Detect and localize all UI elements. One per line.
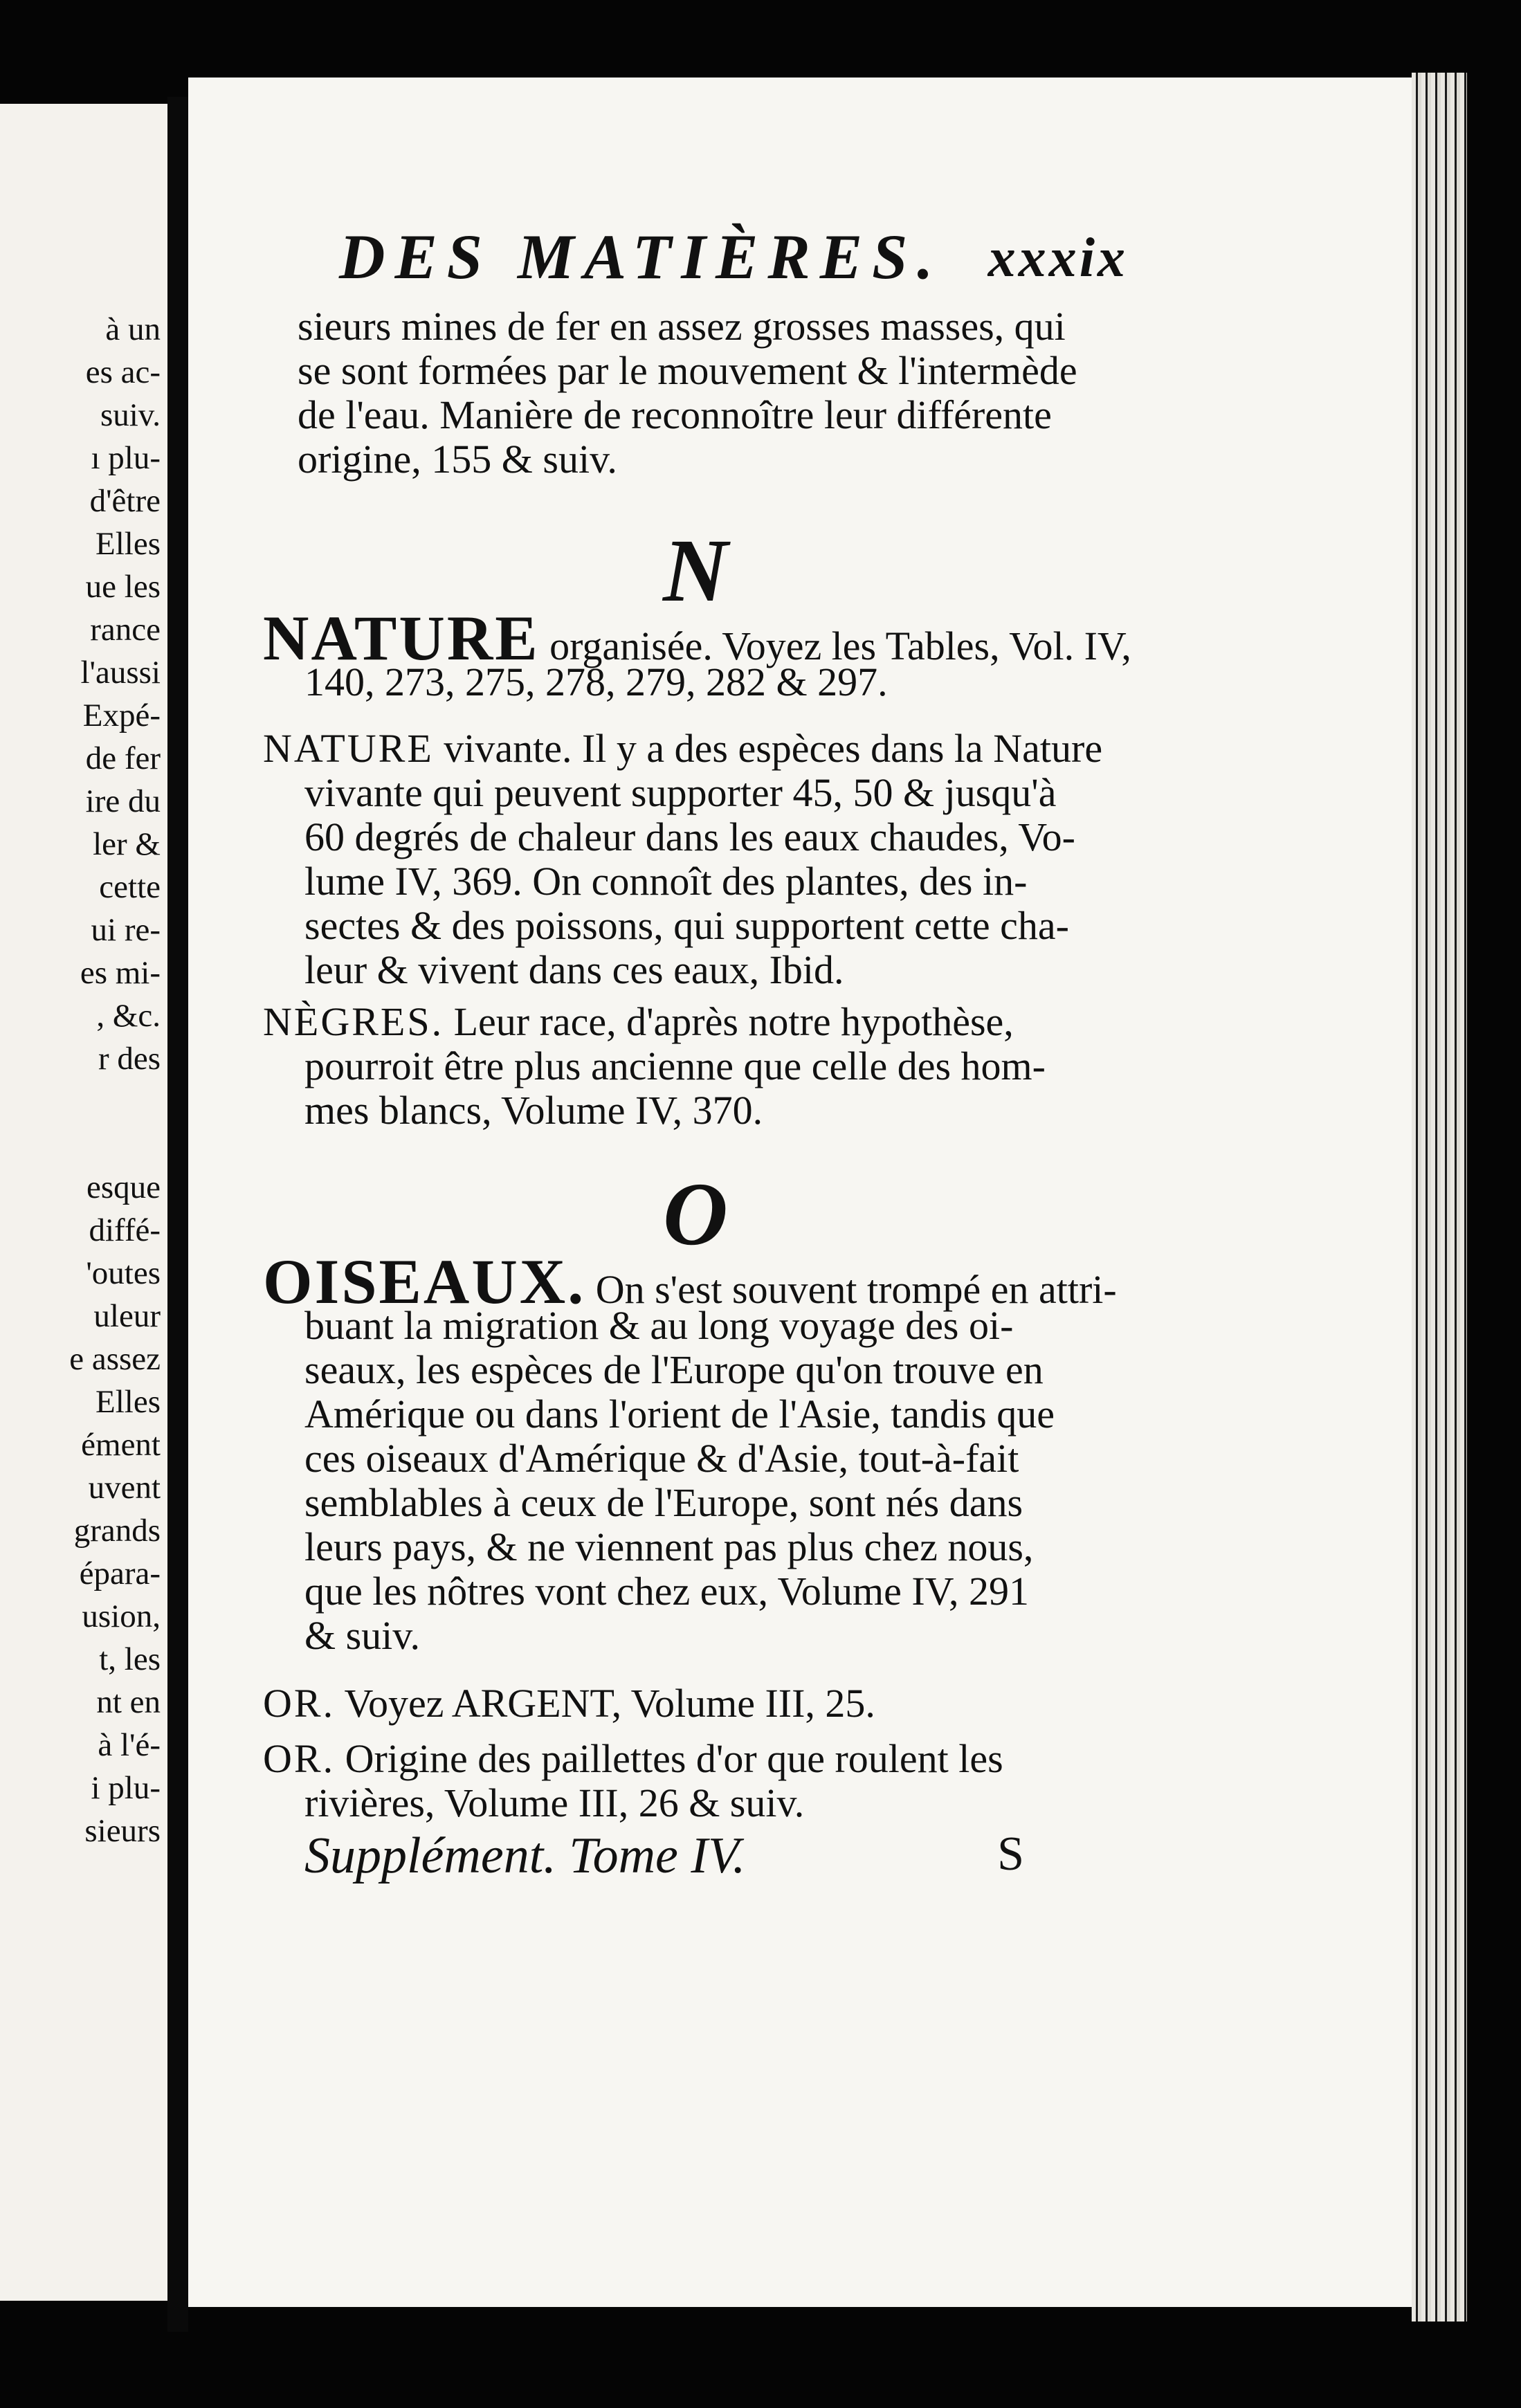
book-gutter — [167, 97, 188, 2332]
entry-head: NATURE — [263, 726, 434, 771]
text-line: On s'est souvent trompé en attri- — [595, 1267, 1117, 1312]
facing-page-line: usion, — [82, 1598, 161, 1634]
signature-mark: S — [997, 1827, 1024, 1881]
facing-page-line: ue les — [85, 569, 161, 605]
text-line: origine, 155 & suiv. — [298, 437, 617, 482]
entry-head: NATURE — [263, 603, 540, 673]
text-line: sectes & des poissons, qui supportent cette cha- — [304, 903, 1069, 948]
facing-page-line: rance — [90, 612, 161, 648]
text-line: vivante qui peuvent supporter 45, 50 & jusqu'à — [304, 770, 1057, 815]
entry-or-origine — [263, 1737, 1003, 1825]
facing-page-line: ui re- — [91, 912, 161, 948]
text-line: semblables à ceux de l'Europe, sont nés dans — [304, 1480, 1023, 1525]
text-line: Voyez ARGENT, Volume III, 25. — [344, 1681, 875, 1726]
facing-page-line: nt en — [96, 1684, 161, 1720]
facing-page-line: Elles — [95, 526, 161, 562]
entry-head: OR. — [263, 1681, 336, 1726]
facing-page-line: uvent — [88, 1470, 161, 1506]
facing-page-line: e assez — [69, 1341, 161, 1377]
facing-page-line: à l'é- — [98, 1727, 161, 1763]
facing-page-line: ler & — [93, 826, 161, 862]
entry-head: NÈGRES. — [263, 999, 444, 1044]
page-edges — [1412, 73, 1467, 2322]
facing-page-line: l'aussi — [80, 655, 161, 691]
text-line: 140, 273, 275, 278, 279, 282 & 297. — [304, 659, 888, 704]
facing-page-line: , &c. — [96, 998, 161, 1034]
facing-page-line: Elles — [95, 1384, 161, 1420]
page-number: xxxix — [987, 228, 1128, 289]
text-line: rivières, Volume III, 26 & suiv. — [304, 1780, 805, 1825]
facing-page-line: d'être — [89, 483, 161, 519]
text-line: 60 degrés de chaleur dans les eaux chaudes, Vo- — [304, 814, 1075, 859]
facing-page-line: épara- — [79, 1556, 161, 1591]
entry-nature-organisee — [263, 603, 1131, 704]
text-line: leurs pays, & ne viennent pas plus chez nous, — [304, 1524, 1034, 1569]
entry-negres — [263, 1000, 1046, 1133]
text-line: se sont formées par le mouvement & l'intermède — [298, 348, 1077, 393]
text-line: Amérique ou dans l'orient de l'Asie, tandis que — [304, 1392, 1055, 1436]
facing-page-line: ı plu- — [91, 440, 161, 476]
continuation-entry — [298, 304, 1077, 482]
section-letter-o: O — [663, 1165, 728, 1264]
text-line: sieurs mines de fer en assez grosses masses, qui — [298, 304, 1066, 349]
entry-oiseaux — [263, 1246, 1117, 1658]
facing-page-line: ire du — [85, 783, 161, 819]
facing-page-line: es mi- — [80, 955, 161, 991]
text-line: organisée. Voyez les Tables, Vol. IV, — [549, 623, 1131, 668]
text-line: Origine des paillettes d'or que roulent les — [345, 1736, 1003, 1781]
entry-or-argent — [263, 1681, 875, 1726]
section-letter-n: N — [663, 521, 728, 621]
facing-page-line: Expé- — [82, 697, 161, 733]
text-line: que les nôtres vont chez eux, Volume IV, 291 — [304, 1569, 1030, 1614]
facing-page-line: t, les — [99, 1641, 161, 1677]
text-line: de l'eau. Manière de reconnoître leur différente — [298, 392, 1052, 437]
text-line: buant la migration & au long voyage des oi- — [304, 1303, 1014, 1348]
footer-title: Supplément. Tome IV. — [304, 1827, 746, 1884]
facing-page-line: sieurs — [84, 1813, 161, 1849]
text-line: mes blancs, Volume IV, 370. — [304, 1088, 763, 1133]
text-line: pourroit être plus ancienne que celle des hom- — [304, 1043, 1046, 1088]
text-line: ces oiseaux d'Amérique & d'Asie, tout-à-fait — [304, 1436, 1019, 1481]
facing-page-line: diffé- — [89, 1212, 161, 1248]
header-title: DES MATIÈRES. — [339, 221, 943, 292]
facing-page-line: es ac- — [85, 354, 161, 390]
facing-page-line: 'outes — [86, 1255, 161, 1291]
running-header — [339, 220, 1128, 296]
facing-page-line: cette — [99, 869, 161, 905]
text-line: seaux, les espèces de l'Europe qu'on trouve en — [304, 1347, 1044, 1392]
entry-nature-vivante — [263, 727, 1102, 992]
text-line: Leur race, d'après notre hypothèse, — [453, 999, 1014, 1044]
entry-head: OISEAUX. — [263, 1246, 586, 1317]
facing-page-line: suiv. — [100, 397, 161, 433]
facing-page-line: r des — [98, 1041, 161, 1077]
facing-page — [0, 104, 167, 2301]
facing-page-line: uleur — [93, 1298, 161, 1334]
facing-page-line: i plu- — [91, 1770, 161, 1806]
facing-page-line: ément — [81, 1427, 161, 1463]
footer — [304, 1827, 1024, 1889]
facing-page-line: esque — [86, 1169, 161, 1205]
facing-page-line: à un — [105, 311, 161, 347]
text-line: vivante. Il y a des espèces dans la Nature — [444, 726, 1103, 771]
facing-page-line: grands — [73, 1513, 161, 1549]
text-line: lume IV, 369. On connoît des plantes, des in- — [304, 859, 1028, 904]
facing-page-line: de fer — [85, 740, 161, 776]
entry-head: OR. — [263, 1736, 336, 1781]
text-line: & suiv. — [304, 1613, 421, 1658]
text-line: leur & vivent dans ces eaux, Ibid. — [304, 947, 844, 992]
